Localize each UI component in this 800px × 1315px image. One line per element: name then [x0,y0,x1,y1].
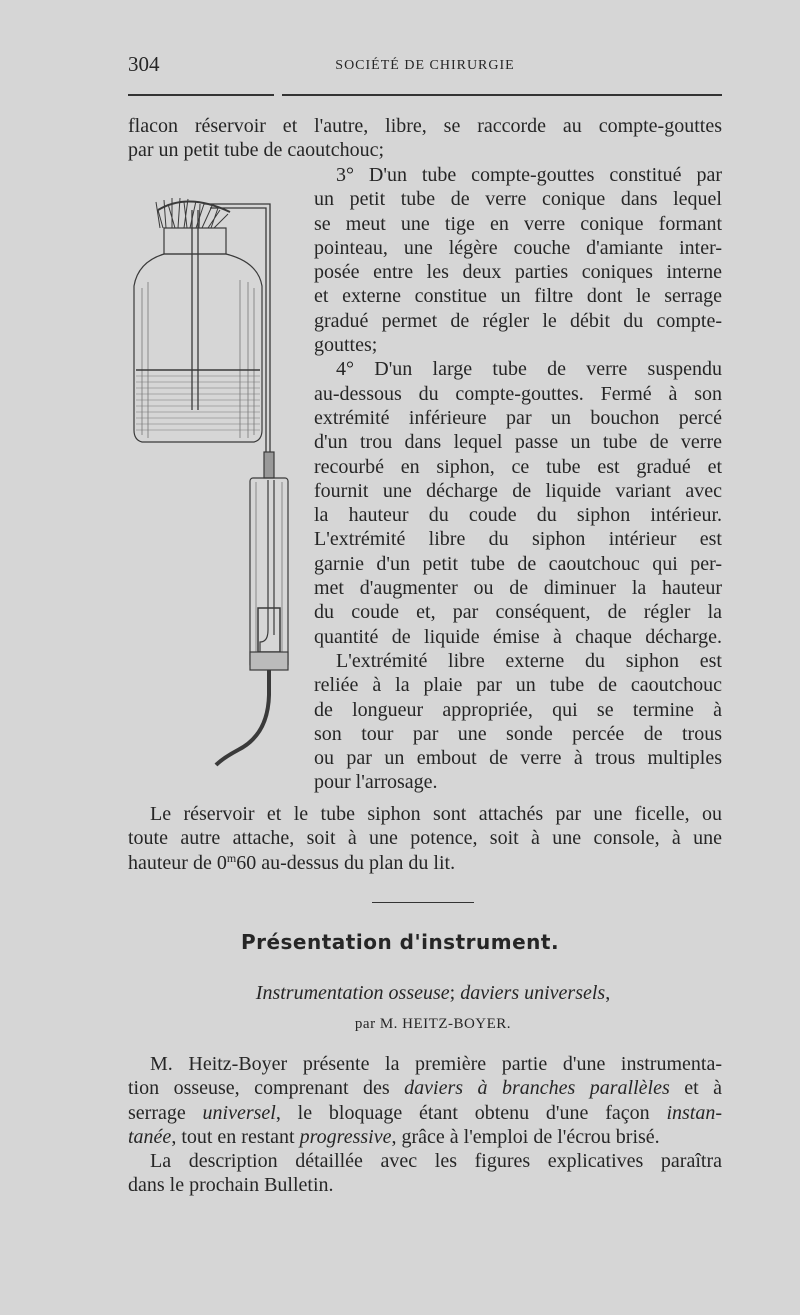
text-line: M. Heitz-Boyer présente la première partie d'une instrumenta- [150,1053,722,1075]
text-line: gouttes; [314,334,378,357]
page-header [128,52,722,82]
text-line: L'extrémité libre externe du siphon est [336,649,722,672]
irrigation-apparatus-illustration [128,190,298,775]
text-line [128,851,722,875]
text-line: quantité de liquide émise à chaque décharge. [314,625,722,648]
text-line: La description détaillée avec les figures explicatives paraîtra [150,1150,722,1173]
text-fragment: , grâce à l'emploi de l'écrou brisé. [391,1125,660,1148]
text-fragment: serrage [128,1101,203,1124]
text-line: ou par un embout de verre à trous multiples [314,747,722,770]
text-line [128,1076,722,1100]
header-rule-right [282,94,722,96]
text-line: du coude et, par conséquent, de régler la [314,601,722,624]
closing-paragraph [128,802,722,875]
text-line: Le réservoir et le tube siphon sont attachés par une ficelle, ou [150,803,722,825]
outlet-tube [204,204,270,460]
superscript: m [226,850,237,865]
section-title: Présentation d'instrument. [240,930,560,954]
text-line: au-dessous du compte-gouttes. Fermé à son [314,382,722,405]
italic-fragment: universel [202,1101,276,1124]
text-line: 3° D'un tube compte-gouttes constitué par [336,164,722,186]
bottle-neck [164,228,226,254]
rubber-tube [216,670,269,765]
text-fragment: 60 au-dessus du plan du lit. [236,851,456,874]
text-line: L'extrémité libre du siphon intérieur est [314,528,722,551]
text-fragment: ; [449,982,456,1004]
text-fragment: , le bloquage étant obtenu d'une façon [275,1101,667,1124]
text-line: posée entre les deux parties coniques interne [314,261,722,284]
intro-paragraph [128,114,722,163]
text-fragment: , [605,982,611,1004]
text-line: fournit une décharge de liquide variant avec [314,479,722,502]
italic-fragment: daviers à branches parallèles [404,1077,670,1100]
section-divider [372,902,474,903]
cork-bristles [156,198,230,228]
text-line: recourbé en siphon, ce tube est gradué et [314,455,722,478]
running-title: SOCIÉTÉ DE CHIRURGIE [335,58,515,73]
text-line: reliée à la plaie par un tube de caoutchouc [314,674,722,697]
text-line: d'un trou dans lequel passe un tube de verre [314,431,722,454]
siphon-elbow [258,608,280,652]
final-paragraph [128,1052,722,1198]
text-line: flacon réservoir et l'autre, libre, se raccorde au compte-gouttes [128,115,722,137]
text-line: toute autre attache, soit à une potence, soit à une console, à une [128,827,722,850]
page-number: 304 [128,52,160,76]
text-line: de longueur appropriée, qui se termine à [314,698,722,721]
text-fragment: daviers universels [460,982,606,1004]
text-fragment: Instrumentation osseuse [255,982,450,1004]
text-line: met d'augmenter ou de diminuer la hauteur [314,577,722,600]
text-line [128,1125,722,1149]
text-line: dans le prochain Bulletin. [128,1174,334,1197]
bottom-cork [250,652,288,670]
text-line: gradué permet de régler le débit du compte- [314,309,722,332]
inner-tube [192,210,198,410]
text-line: pointeau, une légère couche d'amiante inter- [314,236,722,259]
italic-fragment: progressive [299,1125,392,1148]
right-column-text [314,163,722,795]
text-line: son tour par une sonde percée de trous [314,722,722,745]
section-subtitle [0,982,800,1005]
text-fragment: et à [669,1077,722,1100]
text-line: un petit tube de verre conique dans lequel [314,188,722,211]
italic-fragment: instan- [666,1101,722,1124]
text-line: se meut une tige en verre conique formant [314,212,722,235]
text-fragment: tion osseuse, comprenant des [128,1077,405,1100]
inner-siphon [260,480,274,660]
header-rule-left [128,94,274,96]
section-author: par M. HEITZ-BOYER. [354,1016,512,1032]
text-line: et externe constitue un filtre dont le serrage [314,285,722,308]
text-line [128,1101,722,1125]
drip-counter [264,452,274,478]
text-line: garnie d'un petit tube de caoutchouc qui per- [314,552,722,575]
text-line: la hauteur du coude du siphon intérieur. [314,504,722,527]
text-line: pour l'arrosage. [314,771,438,794]
italic-fragment: tanée [128,1125,172,1148]
text-line: extrémité inférieure par un bouchon percé [314,406,722,429]
text-fragment: , tout en restant [171,1125,300,1148]
text-fragment: hauteur de 0 [128,851,227,874]
text-line: par un petit tube de caoutchouc; [128,139,385,162]
text-line: 4° D'un large tube de verre suspendu [336,358,722,381]
